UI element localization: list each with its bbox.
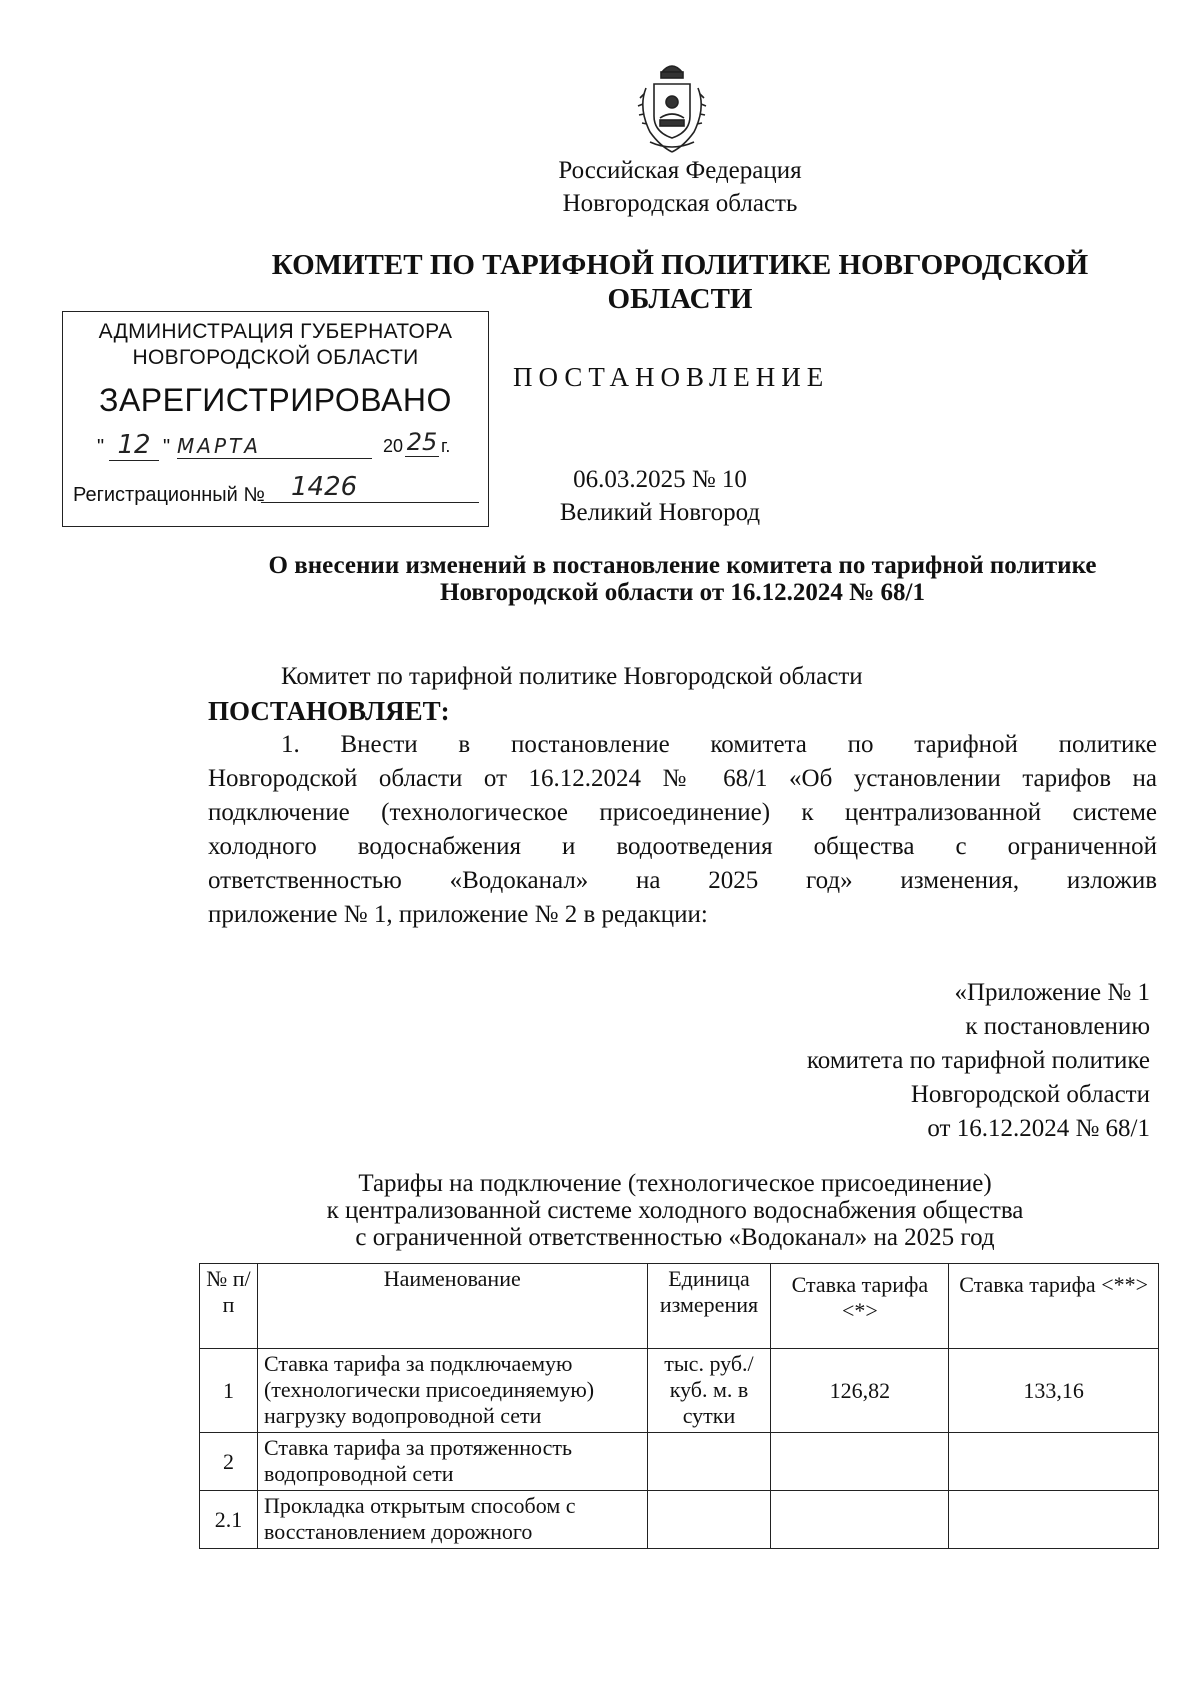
row-rate2 <box>949 1491 1159 1549</box>
body-item1-line5: ответственностью «Водоканал» на 2025 год» изменения, изложив <box>208 867 1157 894</box>
body-item1-line3: подключение (технологическое присоединение) к централизованной системе <box>208 799 1157 826</box>
header-region: Новгородская область <box>562 190 798 217</box>
header-rate2: Ставка тарифа <**> <box>949 1264 1159 1349</box>
body-item1-line2: Новгородской области от 16.12.2024 № 68/1 «Об установлении тарифов на <box>208 765 1157 792</box>
row-rate1 <box>771 1491 949 1549</box>
row-name: Прокладка открытым способом с восстановлением дорожного <box>257 1491 647 1549</box>
row-rate2 <box>949 1433 1159 1491</box>
table-row <box>200 1491 1159 1549</box>
registration-stamp <box>62 311 489 527</box>
table-title <box>200 1170 1150 1251</box>
document-date-block <box>500 463 820 529</box>
document-body <box>208 660 1157 932</box>
document-type: ПОСТАНОВЛЕНИЕ <box>513 362 830 392</box>
body-item1-line1: 1. Внести в постановление комитета по тарифной политике <box>281 731 1157 758</box>
table-row <box>200 1433 1159 1491</box>
header-rate1: Ставка тарифа <*> <box>771 1264 949 1349</box>
stamp-month: МАРТА <box>177 434 372 459</box>
stamp-year-unit: г. <box>441 436 451 456</box>
appendix-reference <box>640 976 1150 1146</box>
row-name: Ставка тарифа за подключаемую (технологически присоединяемую) нагрузку водопроводной сети <box>257 1349 647 1433</box>
table-title-line-3: с ограниченной ответственностью «Водоканал» на 2025 год <box>355 1224 995 1251</box>
header-country-block <box>400 154 960 220</box>
coat-of-arms-emblem <box>632 58 712 158</box>
appendix-line-4: Новгородской области <box>910 1081 1150 1108</box>
stamp-line-2: НОВГОРОДСКОЙ ОБЛАСТИ <box>132 346 419 369</box>
document-date-number: 06.03.2025 № 10 <box>573 466 747 493</box>
body-decree: ПОСТАНОВЛЯЕТ: <box>208 696 450 726</box>
stamp-reg-number: 1426 <box>261 472 479 503</box>
document-city: Великий Новгород <box>559 499 761 526</box>
header-country: Российская Федерация <box>558 157 802 184</box>
stamp-registration-row <box>73 472 488 512</box>
stamp-day: 12 <box>109 430 159 461</box>
committee-title: КОМИТЕТ ПО ТАРИФНОЙ ПОЛИТИКЕ НОВГОРОДСКОЙ ОБЛАСТИ <box>271 249 1089 315</box>
table-row <box>200 1349 1159 1433</box>
appendix-line-1: «Приложение № 1 <box>954 979 1150 1006</box>
table-title-line-2: к централизованной системе холодного водоснабжения общества <box>326 1197 1024 1224</box>
table-header-row <box>200 1264 1159 1349</box>
table-title-line-1: Тарифы на подключение (технологическое присоединение) <box>358 1170 992 1197</box>
row-rate1 <box>771 1433 949 1491</box>
appendix-line-5: от 16.12.2024 № 68/1 <box>927 1115 1150 1142</box>
document-subject: О внесении изменений в постановление комитета по тарифной политике Новгородской области от 16.12.2024 № 68/1 <box>268 552 1097 606</box>
body-intro: Комитет по тарифной политике Новгородской области <box>281 663 863 690</box>
row-rate1: 126,82 <box>771 1349 949 1433</box>
stamp-status: ЗАРЕГИСТРИРОВАНО <box>99 382 452 418</box>
tariff-table <box>199 1263 1159 1549</box>
header-name: Наименование <box>257 1264 647 1349</box>
body-item1-line4: холодного водоснабжения и водоотведения общества с ограниченной <box>208 833 1157 860</box>
row-num: 1 <box>200 1349 258 1433</box>
header-unit: Единица измерения <box>647 1264 771 1349</box>
row-unit <box>647 1433 771 1491</box>
header-num: № п/п <box>200 1264 258 1349</box>
stamp-year-suffix: 25 <box>406 428 438 456</box>
stamp-year-prefix: 20 <box>383 436 404 456</box>
row-unit <box>647 1491 771 1549</box>
stamp-line-1: АДМИНИСТРАЦИЯ ГУБЕРНАТОРА <box>98 320 453 343</box>
stamp-date-row: " 12 " МАРТА 20 25 г. <box>97 428 451 460</box>
row-unit: тыс. руб./ куб. м. в сутки <box>647 1349 771 1433</box>
row-rate2: 133,16 <box>949 1349 1159 1433</box>
row-num: 2.1 <box>200 1491 258 1549</box>
row-num: 2 <box>200 1433 258 1491</box>
stamp-reg-label: Регистрационный № <box>73 484 265 506</box>
body-item1-line6: приложение № 1, приложение № 2 в редакции: <box>208 901 708 928</box>
row-name: Ставка тарифа за протяженность водопроводной сети <box>257 1433 647 1491</box>
appendix-line-2: к постановлению <box>965 1013 1150 1040</box>
appendix-line-3: комитета по тарифной политике <box>806 1047 1150 1074</box>
